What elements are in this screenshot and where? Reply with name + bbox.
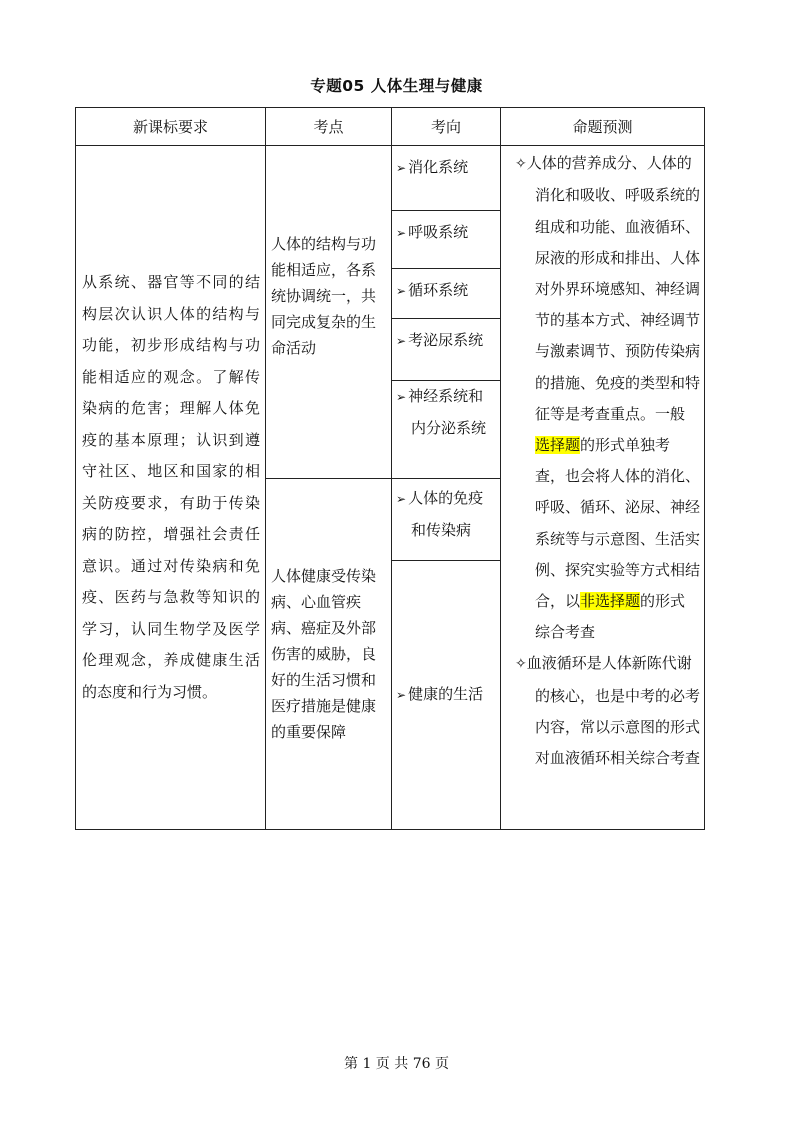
kaoxiang-immunity: ➢ 人体的免疫和传染病: [392, 478, 501, 560]
prediction-paragraph-2: ✧血液循环是人体新陈代谢的核心，也是中考的必考内容，常以示意图的形式对血液循环相关综合考查: [515, 654, 701, 768]
highlight-non-choice-question: 非选择题: [580, 592, 641, 610]
kaodian-structure-function: 人体的结构与功能相适应，各系统协调统一，共同完成复杂的生命活动: [266, 146, 392, 478]
curriculum-requirement: 从系统、器官等不同的结构层次认识人体的结构与功能，初步形成结构与功能相适应的观念。了解传染病的危害；理解人体免疫的基本原理；认识到遵守社区、地区和国家的相关防疫要求，有助于传染病的防控，增强社会责任意识。通过对传染病和免疫、医药与急救等知识的学习，认同生物学及医学伦理观念，养成健康生活的态度和行为习惯。: [76, 146, 266, 830]
header-prediction: 命题预测: [501, 108, 705, 146]
arrow-bullet-icon: ➢: [396, 226, 407, 241]
highlight-choice-question: 选择题: [535, 435, 581, 454]
arrow-bullet-icon: ➢: [396, 333, 407, 348]
topic-table: [75, 107, 705, 830]
prediction-paragraph-1: ✧人体的营养成分、人体的消化和吸收、呼吸系统的组成和功能、血液循环、尿液的形成和排出、人体对外界环境感知、神经调节的基本方式、神经调节与激素调节、预防传染病的措施、免疫的类型和特征等是考查重点。一般选择题的形式单独考查，也会将人体的消化、呼吸、循环、泌尿、神经系统等与示意图、生活实例、探究实验等方式相结合，以非选择题的形式综合考查: [515, 154, 701, 642]
diamond-bullet-icon: ✧: [515, 156, 527, 173]
header-kaoxiang: 考向: [392, 108, 501, 146]
page-title: 专题05 人体生理与健康: [310, 77, 483, 95]
page-footer: 第 1 页 共 76 页: [344, 1056, 449, 1072]
kaoxiang-digestive: ➢ 消化系统: [392, 146, 501, 211]
kaoxiang-circulatory: ➢ 循环系统: [392, 268, 501, 318]
table-header-row: [76, 108, 705, 146]
arrow-bullet-icon: ➢: [396, 390, 407, 405]
header-kaodian: 考点: [266, 108, 392, 146]
arrow-bullet-icon: ➢: [396, 687, 407, 702]
kaodian-health-threats: 人体健康受传染病、心血管疾病、癌症及外部伤害的威胁，良好的生活习惯和医疗措施是健康的重要保障: [266, 478, 392, 830]
diamond-bullet-icon: ✧: [515, 656, 527, 673]
arrow-bullet-icon: ➢: [396, 491, 407, 506]
arrow-bullet-icon: ➢: [396, 283, 407, 298]
arrow-bullet-icon: ➢: [396, 161, 407, 176]
kaoxiang-urinary: ➢ 考泌尿系统: [392, 318, 501, 380]
kaoxiang-nervous-endocrine: ➢ 神经系统和内分泌系统: [392, 381, 501, 478]
kaoxiang-respiratory: ➢ 呼吸系统: [392, 211, 501, 268]
header-curriculum: 新课标要求: [76, 108, 266, 146]
exam-prediction: [501, 146, 705, 830]
kaoxiang-healthy-life: ➢ 健康的生活: [392, 560, 501, 829]
